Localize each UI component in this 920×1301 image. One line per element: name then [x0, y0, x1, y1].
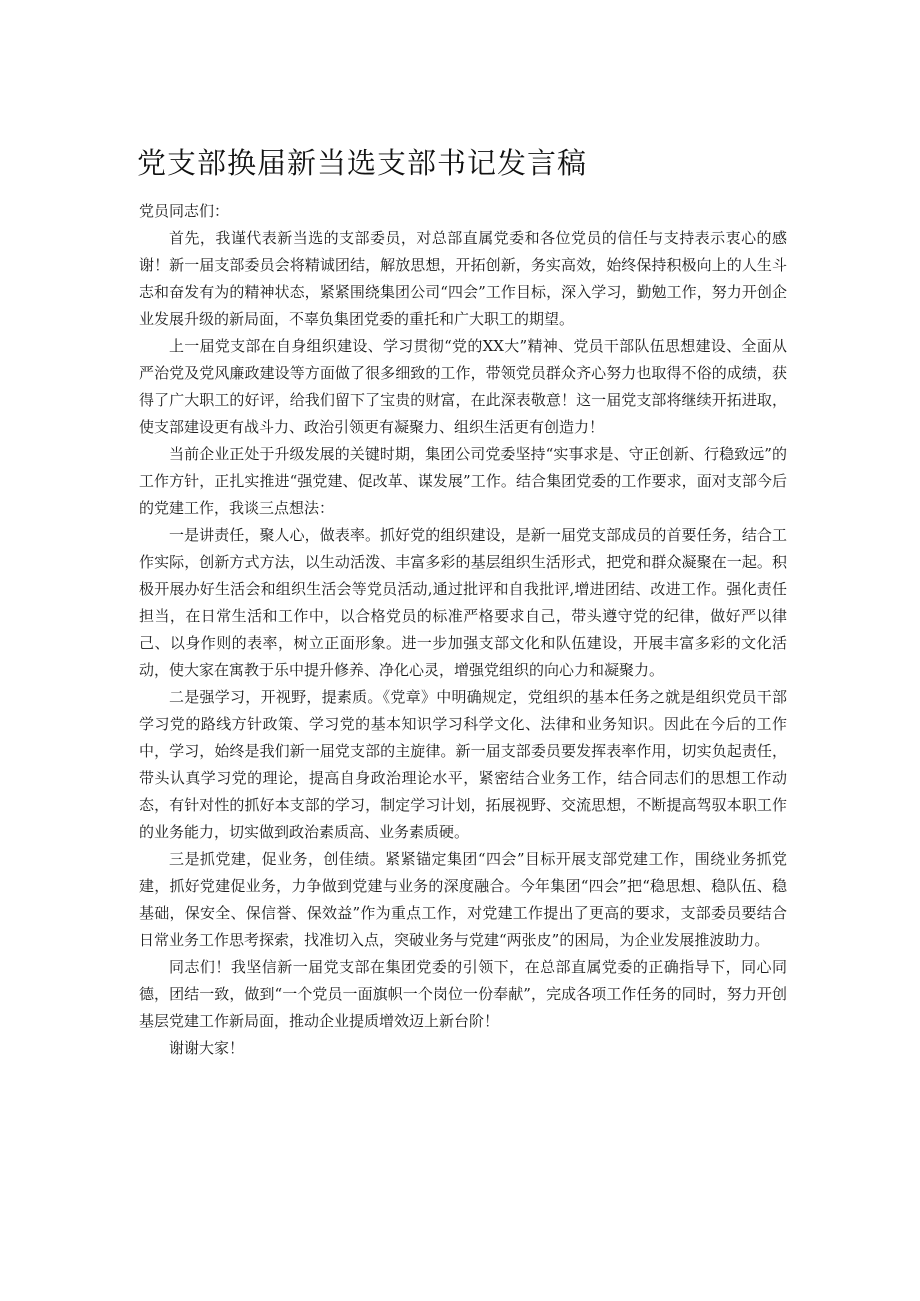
paragraph-previous-branch: 上一届党支部在自身组织建设、学习贯彻“党的XX大”精神、党员干部队伍思想建设、全面从严治党及党风廉政建设等方面做了很多细致的工作，带领党员群众齐心努力也取得不俗的成绩，获得了广大职工的好评，给我们留下了宝贵的财富，在此深表敬意！这一届党支部将继续开拓进取，使支部建设更有战斗力、政治引领更有凝聚力、组织生活更有创造力！	[139, 337, 787, 436]
document-body	[139, 198, 787, 1062]
salutation: 党员同志们：	[139, 202, 230, 220]
paragraph-thank-you: 谢谢大家！	[169, 1039, 245, 1057]
paragraph-point-two: 二是强学习，开视野，提素质。《党章》中明确规定，党组织的基本任务之就是组织党员干部学习党的路线方针政策、学习党的基本知识学习科学文化、法律和业务知识。因此在今后的工作中，学习，始终是我们新一届党支部的主旋律。新一届支部委员要发挥表率作用，切实负起责任，带头认真学习党的理论，提高自身政治理论水平，紧密结合业务工作，结合同志们的思想工作动态，有针对性的抓好本支部的学习，制定学习计划，拓展视野、交流思想，不断提高驾驭本职工作的业务能力，切实做到政治素质高、业务素质硬。	[139, 688, 787, 841]
paragraph-point-three: 三是抓党建，促业务，创佳绩。紧紧锚定集团“四会”目标开展支部党建工作，围绕业务抓党建，抓好党建促业务，力争做到党建与业务的深度融合。今年集团“四会”把“稳思想、稳队伍、稳基础，保安全、保信誉、保效益”作为重点工作，对党建工作提出了更高的要求，支部委员要结合日常业务工作思考探索，找准切入点，突破业务与党建“两张皮”的困局，为企业发展推波助力。	[139, 850, 787, 949]
paragraph-point-one: 一是讲责任，聚人心，做表率。抓好党的组织建设，是新一届党支部成员的首要任务，结合工作实际，创新方式方法，以生动活泼、丰富多彩的基层组织生活形式，把党和群众凝聚在一起。积极开展办好生活会和组织生活会等党员活动,通过批评和自我批评,增进团结、改进工作。强化责任担当，在日常生活和工作中，以合格党员的标准严格要求自己，带头遵守党的纪律，做好严以律己、以身作则的表率，树立正面形象。进一步加强支部文化和队伍建设，开展丰富多彩的文化活动，使大家在寓教于乐中提升修养、净化心灵，增强党组织的向心力和凝聚力。	[139, 526, 787, 679]
paragraph-thanks: 首先，我谨代表新当选的支部委员，对总部直属党委和各位党员的信任与支持表示衷心的感谢！新一届支部委员会将精诚团结，解放思想，开拓创新，务实高效，始终保持积极向上的人生斗志和奋发有为的精神状态，紧紧围绕集团公司“四会”工作目标，深入学习，勤勉工作，努力开创企业发展升级的新局面，不辜负集团党委的重托和广大职工的期望。	[139, 229, 787, 328]
paragraph-closing: 同志们！我坚信新一届党支部在集团党委的引领下，在总部直属党委的正确指导下，同心同德，团结一致，做到“一个党员一面旗帜一个岗位一份奉献”，完成各项工作任务的同时，努力开创基层党建工作新局面，推动企业提质增效迈上新台阶！	[139, 958, 787, 1030]
paragraph-current-situation: 当前企业正处于升级发展的关键时期，集团公司党委坚持“实事求是、守正创新、行稳致远”的工作方针，正扎实推进“强党建、促改革、谋发展”工作。结合集团党委的工作要求，面对支部今后的党建工作，我谈三点想法：	[139, 445, 787, 517]
document-title: 党支部换届新当选支部书记发言稿	[137, 146, 588, 180]
